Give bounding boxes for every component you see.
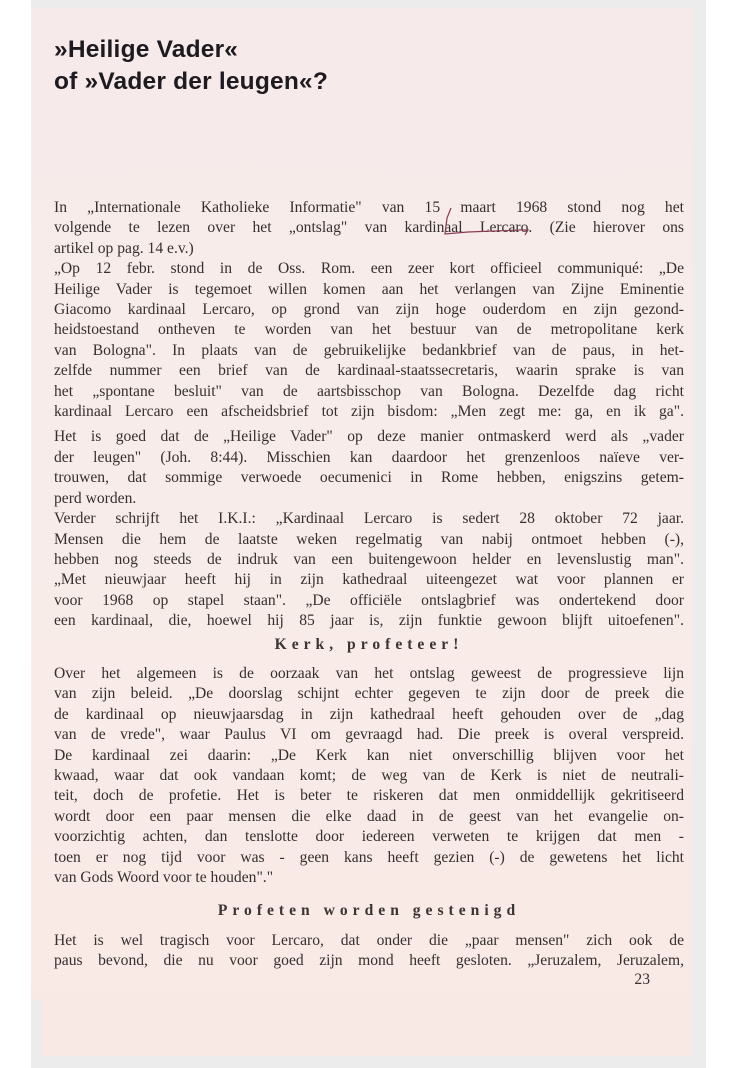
text-line: artikel op pag. 14 e.v.) [54, 239, 194, 257]
section-2 [54, 664, 684, 888]
paragraph-3 [54, 427, 684, 509]
text-line: Heilige Vader is tegemoet willen komen aan het verlangen van Zijne Eminentie [54, 280, 684, 298]
title-line-1: »Heilige Vader« [54, 36, 239, 63]
text-line: De kardinaal zei daarin: „De Kerk kan niet onverschillig blijven voor het [54, 746, 684, 764]
text-line: Giacomo kardinaal Lercaro, op grond van zijn hoge ouderdom en zijn gezond- [54, 301, 684, 319]
text-line: van zijn beleid. „De doorslag schijnt echter gegeven te zijn door de preek die [54, 685, 684, 703]
text-line: trouwen, dat sommige verwoede oecumenici in Rome hebben, enigszins getem- [54, 469, 684, 487]
text-line: teit, doch de profetie. Het is beter te riskeren dat men onmiddellijk gekritiseerd [54, 787, 684, 805]
paragraph-6 [54, 931, 684, 972]
text-line: volgende te lezen over het „ontslag" van kardinaal Lercaro. (Zie hierover ons [54, 219, 684, 237]
paragraph-5 [54, 664, 684, 888]
text-line: Over het algemeen is de oorzaak van het ontslag geweest de progressieve lijn [54, 665, 684, 682]
text-line: kwaad, waar dat ook vandaan komt; de weg van de Kerk is niet de neutrali- [54, 767, 684, 785]
text-line: van Gods Woord voor te houden"." [54, 869, 274, 887]
paragraph-1 [54, 198, 684, 259]
text-line: toen er nog tijd voor was - geen kans heeft gezien (-) de gewetens het licht [54, 848, 684, 866]
text-line: Het is goed dat de „Heilige Vader" op deze manier ontmaskerd werd als „vader [54, 428, 684, 446]
text-line: het „spontane besluit" van de aartsbisschop van Bologna. Dezelfde dag richt [54, 382, 684, 400]
text-line: zelfde nummer een brief van de kardinaal-staatssecretaris, waarin sprake is van [54, 362, 684, 380]
scan-edge [31, 1000, 43, 1056]
text-line: hebben nog steeds de indruk van een buitengewoon helder en levenslustig man". [54, 550, 684, 568]
section-3 [54, 931, 684, 972]
text-line: van Bologna". In plaats van de gebruikelijke bedankbrief van de paus, in het- [54, 341, 684, 359]
text-line: „Op 12 febr. stond in de Oss. Rom. een zeer kort officieel communiqué: „De [54, 260, 684, 278]
section-1 [54, 198, 684, 632]
text-line: een kardinaal, die, hoewel hij 85 jaar is, zijn funktie gewoon blijft uitoefenen". [54, 612, 684, 630]
text-line: der leugen" (Joh. 8:44). Misschien kan daardoor het grenzenloos naïeve ver- [54, 448, 684, 466]
text-line: wordt door een paar mensen die elke daad in de geest van het evangelie on- [54, 807, 684, 825]
text-line: voor 1968 op stapel staan". „De officiële ontslagbrief was ondertekend door [54, 591, 684, 609]
article-title [54, 34, 328, 98]
paragraph-2 [54, 259, 684, 422]
title-line-2: of »Vader der leugen«? [54, 68, 328, 95]
text-line: Het is wel tragisch voor Lercaro, dat onder die „paar mensen" zich ook de [54, 932, 684, 949]
text-line: van de vrede", waar Paulus VI om gevraagd had. Die preek is overal verspreid. [54, 726, 684, 744]
text-line: de kardinaal op nieuwjaarsdag in zijn kathedraal heeft gehouden over de „dag [54, 705, 684, 723]
text-line: „Met nieuwjaar heeft hij in zijn kathedraal uiteengezet wat voor plannen er [54, 571, 684, 589]
text-line: voorzichtig achten, dan tenslotte door iedereen verweten te krijgen dat men - [54, 828, 684, 846]
section-heading-profeten-worden-gestenigd: Profeten worden gestenigd [217, 902, 521, 919]
text-line: heidstoestand ontheven te worden van het bestuur van de metropolitane kerk [54, 321, 684, 339]
paragraph-4 [54, 509, 684, 631]
text-line: Verder schrijft het I.K.I.: „Kardinaal Lercaro is sedert 28 oktober 72 jaar. [54, 510, 684, 528]
page-number: 23 [634, 971, 650, 988]
text-line: perd worden. [54, 489, 137, 507]
text-line: Mensen die hem de laatste weken regelmatig van nabij ontmoet hebben (-), [54, 530, 684, 548]
text-line: kardinaal Lercaro een afscheidsbrief tot zijn bisdom: „Men zegt me: ga, en ik ga". [54, 403, 684, 421]
text-line: paus bevond, die nu voor goed zijn mond heeft gesloten. „Jeruzalem, Jeruzalem, [54, 952, 684, 970]
section-heading-kerk-profeteer: Kerk, profeteer! [274, 636, 464, 653]
text-line: In „Internationale Katholieke Informatie" van 15 maart 1968 stond nog het [54, 199, 684, 216]
